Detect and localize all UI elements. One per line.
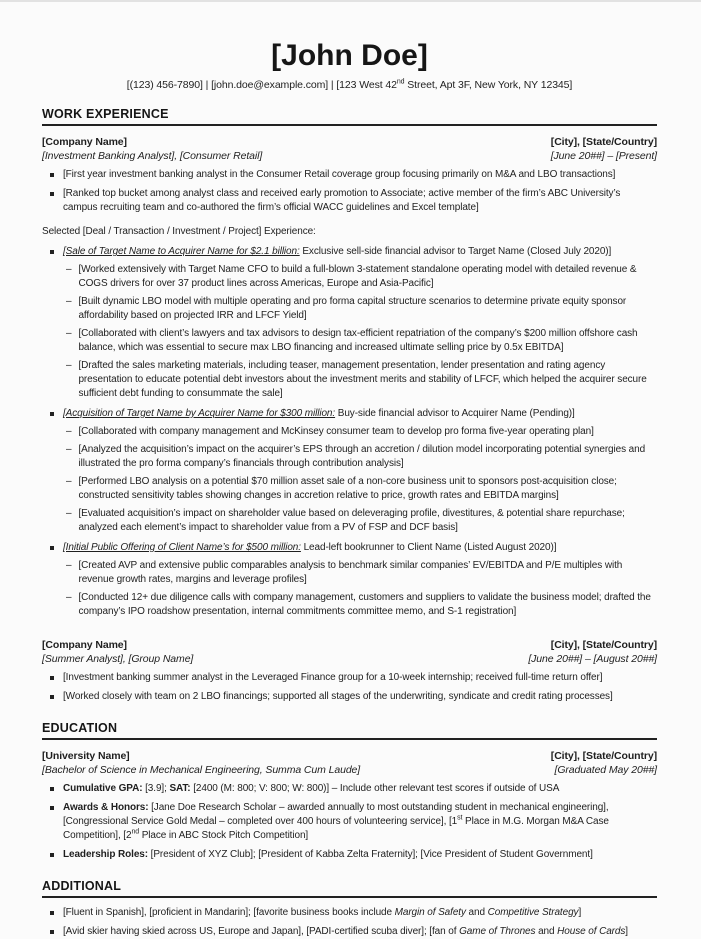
job2-bullet-2: [Worked closely with team on 2 LBO financings; supported all stages of the underwriting, syndicate and credit rating processes] <box>42 690 657 704</box>
deal2-detail-4: – [Evaluated acquisition’s impact on shareholder value based on deleveraging profile, divestitures, & potential share repurchase; analyzed each element’s impact to shareholder value from a PV of FSP and DCF basis] <box>66 508 625 533</box>
contact-part1: [(123) 456-7890] | [john.doe@example.com] | [123 West 42 <box>126 79 397 91</box>
job1-role-row <box>42 149 657 163</box>
square-bullet-icon <box>50 192 54 196</box>
resume-header <box>42 40 657 91</box>
deal2-detail-2: – [Analyzed the acquisition’s impact on the acquirer’s EPS through an accretion / dilution model incorporating potential synergies and illustrated the pro forma company’s financials through contribution analysis] <box>66 444 646 469</box>
job-block-2 <box>42 638 657 704</box>
square-bullet-icon <box>50 546 54 550</box>
square-bullet-icon <box>50 853 54 857</box>
deal3-detail-2: – [Conducted 12+ due diligence calls with company management, customers and suppliers to validate the business model; drafted the company’s IPO roadshow presentation, internal commitments committee memo, and S-1 registration] <box>66 592 651 617</box>
ordinal-superscript: nd <box>131 828 140 836</box>
deal-description: Lead-left bookrunner to Client Name (Listed August 2020)] <box>300 542 557 553</box>
deal-title: [Sale of Target Name to Acquirer Name for $2.1 billion: <box>63 246 300 257</box>
square-bullet-icon <box>50 695 54 699</box>
education-school-row <box>42 749 657 763</box>
job-role: [Investment Banking Analyst], [Consumer Retail] <box>42 150 263 162</box>
deal-header-1 <box>42 245 657 259</box>
resume-page <box>0 2 701 939</box>
education-block <box>42 749 657 862</box>
dash-bullet: – <box>66 264 72 275</box>
graduation-date: [Graduated May 20##] <box>554 764 657 776</box>
additional-bullet-2: [Avid skier having skied across US, Europe and Japan], [PADI-certified scuba diver]; [fan of Game of Thrones and House of Cards] <box>42 925 657 939</box>
square-bullet-icon <box>50 806 54 810</box>
section-title-work-experience: WORK EXPERIENCE <box>42 107 657 126</box>
deal1-detail-2: – [Built dynamic LBO model with multiple operating and pro forma capital structure scenarios to determine private equity sponsor affordability based on projected IRR and LFCF Yield] <box>66 296 627 321</box>
dash-bullet: – <box>66 296 72 307</box>
company-location: [City], [State/Country] <box>550 136 657 148</box>
selected-experience-label: Selected [Deal / Transaction / Investment / Project] Experience: <box>42 226 316 237</box>
dash-bullet: – <box>66 444 72 455</box>
contact-part2: Street, Apt 3F, New York, NY 12345] <box>404 79 573 91</box>
job1-bullet-1: [First year investment banking analyst in the Consumer Retail coverage group focusing primarily on M&A and LBO transactions] <box>42 168 657 182</box>
job2-bullet-1: [Investment banking summer analyst in the Leveraged Finance group for a 10-week internship; received full-time return offer] <box>42 671 657 685</box>
dash-bullet: – <box>66 560 72 571</box>
gpa-label: Cumulative GPA: <box>63 783 143 794</box>
square-bullet-icon <box>50 173 54 177</box>
contact-line <box>42 79 657 91</box>
deal2-detail-3: – [Performed LBO analysis on a potential $70 million asset sale of a non-core business unit to sponsors post-acquisition close; constructed sensitivity tables showing changes in accretion relative to price, growth rates and EBITDA margins] <box>66 476 617 501</box>
section-title-additional: ADDITIONAL <box>42 879 657 898</box>
deal1-detail-3: – [Collaborated with client’s lawyers and tax advisors to design tax-efficient repatriation of the company’s $200 million offshore cash balance, which was essential to secure max LBO financing and increased ultimate selling price by 0.5x EBITDA] <box>66 328 638 353</box>
deal-title: [Initial Public Offering of Client Name’s for $500 million: <box>63 542 301 553</box>
dash-bullet: – <box>66 426 72 437</box>
deal1-detail-1: – [Worked extensively with Target Name CFO to build a full-blown 3-statement standalone operating model with detailed revenue & COGS drivers for over 37 product lines across Americas, Europe and Asia-Pacific] <box>66 264 637 289</box>
dash-bullet: – <box>66 328 72 339</box>
additional-block <box>42 906 657 939</box>
square-bullet-icon <box>50 787 54 791</box>
job1-bullet-2: [Ranked top bucket among analyst class and received early promotion to Associate; active member of the firm’s ABC University’s campus recruiting team and co-authored the firm’s official WACC guidelines and Excel template] <box>42 187 657 215</box>
deal-description: Exclusive sell-side financial advisor to Target Name (Closed July 2020)] <box>299 246 612 257</box>
university-name: [University Name] <box>42 750 130 762</box>
square-bullet-icon <box>50 930 54 934</box>
dash-bullet: – <box>66 476 72 487</box>
job2-company-row <box>42 638 657 652</box>
degree: [Bachelor of Science in Mechanical Engineering, Summa Cum Laude] <box>42 764 361 776</box>
square-bullet-icon <box>50 412 54 416</box>
show-title: House of Cards <box>557 926 626 937</box>
deal2-detail-1: – [Collaborated with company management and McKinsey consumer team to develop pro forma five-year operating plan] <box>66 426 594 437</box>
book-title: Competitive Strategy <box>487 907 579 918</box>
deal-header-3 <box>42 541 657 555</box>
ordinal-superscript: st <box>457 814 463 822</box>
company-name: [Company Name] <box>42 639 127 651</box>
job1-company-row <box>42 135 657 149</box>
education-degree-row <box>42 763 657 777</box>
education-leadership-bullet: Leadership Roles: [President of XYZ Club]; [President of Kabba Zelta Fraternity]; [Vice President of Student Government] <box>42 848 657 862</box>
job-dates: [June 20##] – [Present] <box>550 150 657 162</box>
education-awards-bullet: Awards & Honors: [Jane Doe Research Scholar – awarded annually to most outstanding student in mechanical engineering], [Congressional Service Gold Medal – completed over 400 hours of volunteering service], [1st Place in M.G. Morgan M&A Case Competition], [2nd Place in ABC Stock Pitch Competition] <box>42 801 657 843</box>
additional-bullet-1: [Fluent in Spanish], [proficient in Mandarin]; [favorite business books include Margin of Safety and Competitive Strategy] <box>42 906 657 920</box>
section-title-education: EDUCATION <box>42 721 657 740</box>
square-bullet-icon <box>50 911 54 915</box>
awards-label: Awards & Honors: <box>63 802 149 813</box>
deal-description: Buy-side financial advisor to Acquirer Name (Pending)] <box>335 408 575 419</box>
job-role: [Summer Analyst], [Group Name] <box>42 653 194 665</box>
leadership-label: Leadership Roles: <box>63 849 148 860</box>
job2-role-row <box>42 652 657 666</box>
show-title: Game of Thrones <box>459 926 536 937</box>
sat-label: SAT: <box>169 783 191 794</box>
education-gpa-bullet: Cumulative GPA: [3.9]; SAT: [2400 (M: 800; V: 800; W: 800)] – Include other relevant test scores if outside of USA <box>42 782 657 796</box>
university-location: [City], [State/Country] <box>550 750 657 762</box>
dash-bullet: – <box>66 360 72 371</box>
company-name: [Company Name] <box>42 136 127 148</box>
deal-title: [Acquisition of Target Name by Acquirer Name for $300 million: <box>63 408 336 419</box>
job-block-1 <box>42 135 657 619</box>
book-title: Margin of Safety <box>394 907 466 918</box>
page-title: [John Doe] <box>271 39 428 72</box>
company-location: [City], [State/Country] <box>550 639 657 651</box>
square-bullet-icon <box>50 250 54 254</box>
ordinal-superscript: nd <box>396 78 405 86</box>
deal1-detail-4: – [Drafted the sales marketing materials, including teaser, management presentation, lender presentation and rating agency presentation to educate potential debt investors about the investment merits and stability of LFCF, which helped the acquirer secure sufficient debt funding to consummate the sale] <box>66 360 647 399</box>
dash-bullet: – <box>66 592 72 603</box>
square-bullet-icon <box>50 676 54 680</box>
dash-bullet: – <box>66 508 72 519</box>
job-dates: [June 20##] – [August 20##] <box>528 653 657 665</box>
deal-header-2 <box>42 407 657 421</box>
deal3-detail-1: – [Created AVP and extensive public comparables analysis to benchmark similar companies’ EV/EBITDA and P/E multiples with revenue growth rates, margins and leverage profiles] <box>66 560 623 585</box>
